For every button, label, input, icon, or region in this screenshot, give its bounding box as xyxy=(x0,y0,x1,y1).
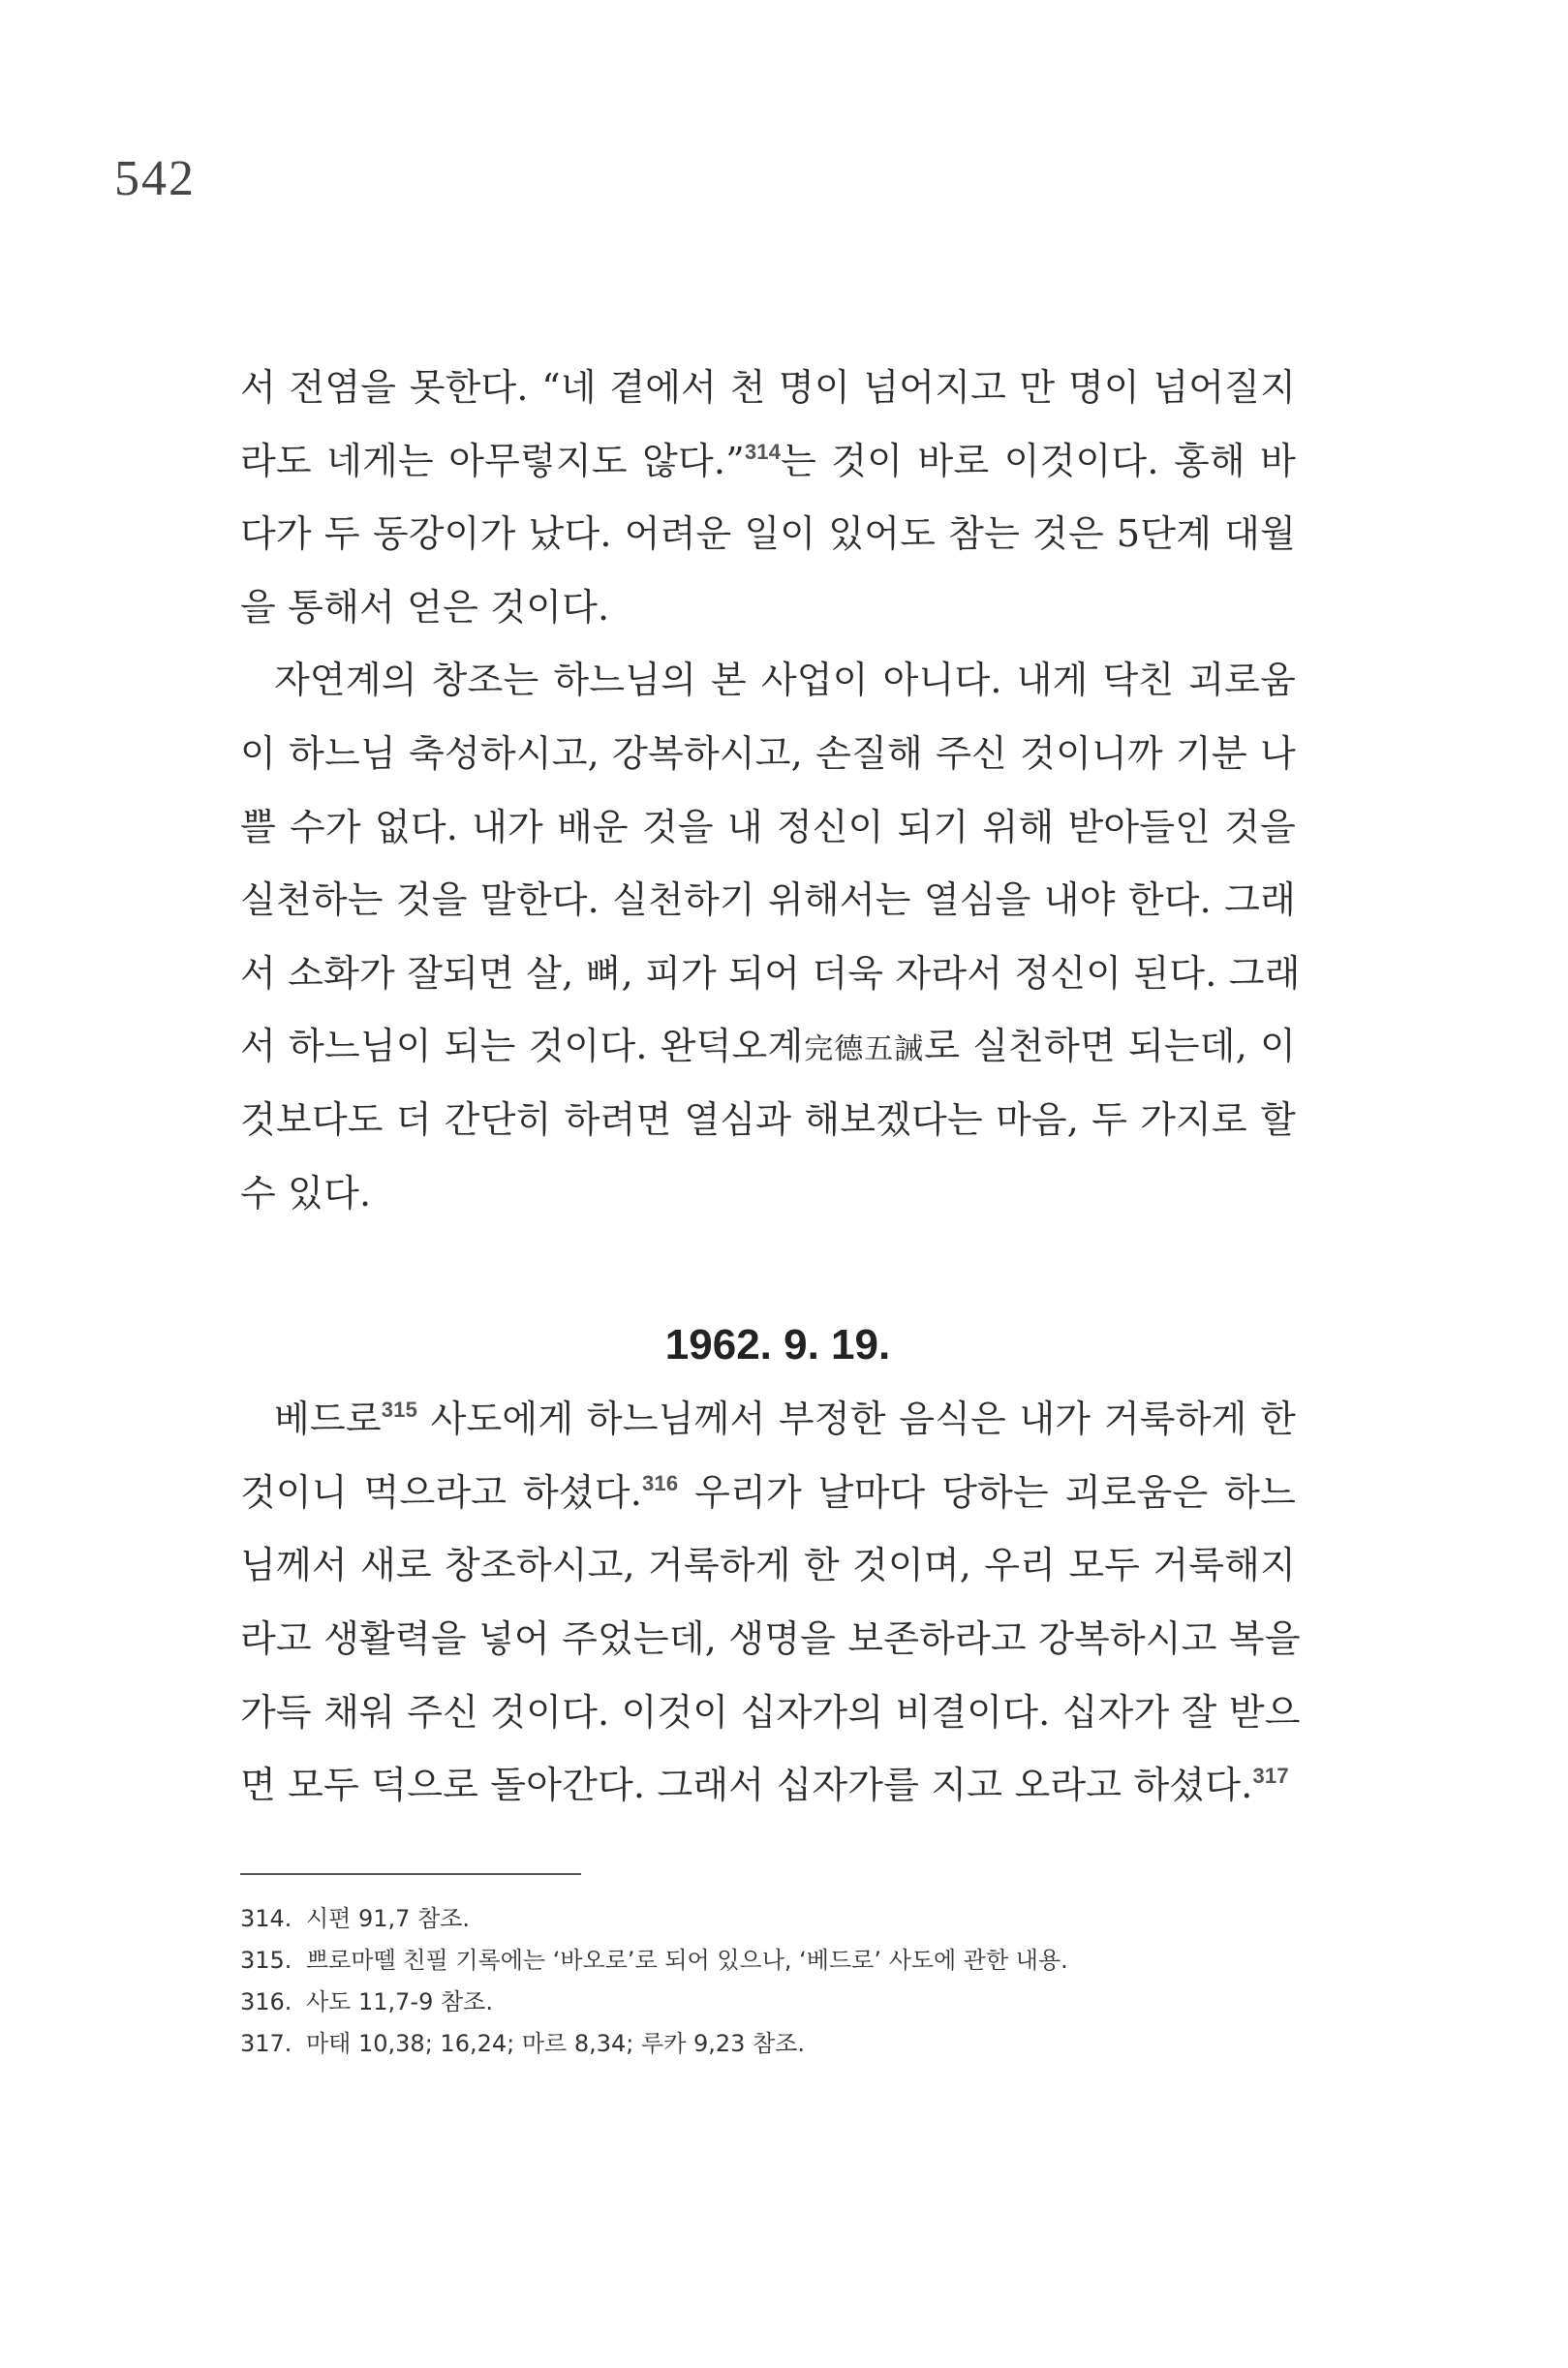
text-line: 이 하느님 축성하시고, 강복하시고, 손질해 주신 것이니까 기분 나 xyxy=(240,731,1296,775)
paragraph-3 xyxy=(240,1383,1301,1823)
text-line: 을 통해서 얻은 것이다. xyxy=(240,585,610,629)
paragraph-1 xyxy=(240,352,1296,644)
footnote-divider xyxy=(240,1873,581,1875)
body-text xyxy=(240,352,1301,1823)
footnote-317: 317. 마태 10,38; 16,24; 마르 8,34; 루카 9,23 참조. xyxy=(240,2030,806,2057)
text-line: 다가 두 동강이가 났다. 어려운 일이 있어도 참는 것은 5단계 대월 xyxy=(240,512,1296,556)
text-line: 가득 채워 주신 것이다. 이것이 십자가의 비결이다. 십자가 잘 받으 xyxy=(240,1690,1301,1734)
text-line: 라도 네게는 아무렇지도 않다.”$^{314}$는 것이 바로 이것이다. 홍해 바 xyxy=(240,439,1297,482)
footnote-ref-315[interactable]: 315 xyxy=(381,1398,418,1423)
footnote-ref-316[interactable]: 316 xyxy=(642,1470,679,1495)
date-heading: 1962. 9. 19. xyxy=(664,1321,891,1369)
text-line: 실천하는 것을 말한다. 실천하기 위해서는 열심을 내야 한다. 그래 xyxy=(240,878,1296,922)
footnote-316: 316. 사도 11,7-9 참조. xyxy=(240,1988,493,2015)
text-line: 쁠 수가 없다. 내가 배운 것을 내 정신이 되기 위해 받아들인 것을 xyxy=(240,805,1296,848)
hanja-annotation: 完德五誡 xyxy=(803,1032,925,1067)
footnotes xyxy=(240,1898,1306,2065)
text-line: 면 모두 덕으로 돌아간다. 그래서 십자가를 지고 오라고 하셨다.$^{317}$ xyxy=(240,1764,1289,1807)
text-line: 베드로$^{315}$ 사도에게 하느님께서 부정한 음식은 내가 거룩하게 한 xyxy=(274,1398,1296,1441)
footnote-314: 314. 시편 91,7 참조. xyxy=(240,1905,471,1932)
text-line: 수 있다. xyxy=(240,1171,372,1215)
text-line: 자연계의 창조는 하느님의 본 사업이 아니다. 내게 닥친 괴로움 xyxy=(274,659,1296,702)
text-line: 서 하느님이 되는 것이다. 완덕오계完德五誡로 실천하면 되는데, 이 xyxy=(240,1025,1297,1068)
text-line: 님께서 새로 창조하시고, 거룩하게 한 것이며, 우리 모두 거룩해지 xyxy=(240,1544,1296,1587)
footnote-ref-317[interactable]: 317 xyxy=(1252,1764,1289,1789)
text-line: 것이니 먹으라고 하셨다.$^{316}$ 우리가 날마다 당하는 괴로움은 하느 xyxy=(240,1470,1296,1514)
footnote-ref-314[interactable]: 314 xyxy=(744,439,782,464)
paragraph-2 xyxy=(240,644,1301,1230)
text-line: 서 전염을 못한다. “네 곁에서 천 명이 넘어지고 만 명이 넘어질지 xyxy=(240,366,1296,409)
text-line: 서 소화가 잘되면 살, 뼈, 피가 되어 더욱 자라서 정신이 된다. 그래 xyxy=(240,951,1301,995)
footnote-315: 315. 쁘로마뗄 친필 기록에는 ‘바오로’로 되어 있으나, ‘베드로’ 사도에 관한 내용. xyxy=(240,1947,1068,1974)
text-line: 것보다도 더 간단히 하려면 열심과 해보겠다는 마음, 두 가지로 할 xyxy=(240,1097,1296,1141)
text-line: 라고 생활력을 넣어 주었는데, 생명을 보존하라고 강복하시고 복을 xyxy=(240,1616,1301,1660)
page-number: 542 xyxy=(114,151,196,206)
